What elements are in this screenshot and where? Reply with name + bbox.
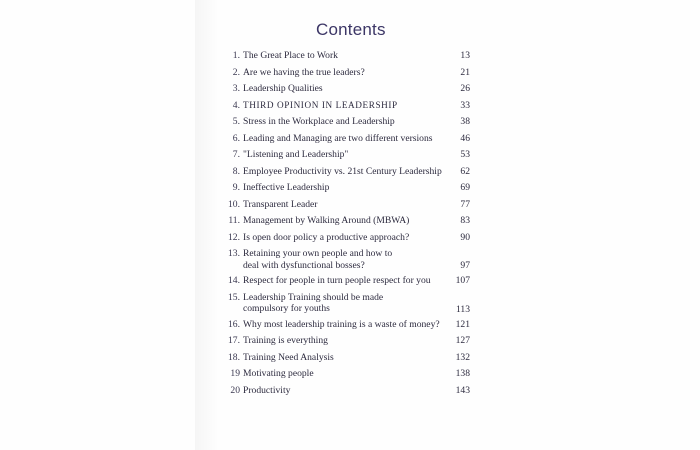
toc-entry — [218, 212, 476, 229]
toc-entry-page: 97 — [460, 260, 470, 271]
toc-entry — [218, 289, 476, 316]
toc-entry-title: Stress in the Workplace and Leadership — [243, 116, 395, 127]
toc-entry — [218, 332, 476, 349]
toc-entry-title: Are we having the true leaders? — [243, 66, 365, 78]
toc-entry — [218, 113, 476, 130]
toc-entry-number: 11. — [228, 215, 240, 226]
toc-entry-page: 77 — [460, 198, 470, 210]
toc-entry — [218, 64, 476, 81]
toc-entry — [218, 163, 476, 180]
toc-entry-number: 13. — [228, 248, 240, 259]
toc-entry-title: Why most leadership training is a waste of money? — [243, 318, 440, 330]
toc-entry — [218, 349, 476, 366]
toc-entry-title: Transparent Leader — [243, 198, 318, 210]
toc-entry — [218, 365, 476, 382]
toc-entry-page: 138 — [455, 368, 470, 379]
toc-entry-page: 13 — [460, 50, 470, 61]
page-fold-shadow — [195, 0, 219, 450]
toc-entry-page: 107 — [455, 275, 470, 286]
toc-entry-page: 33 — [460, 99, 470, 111]
toc-entry-number: 17. — [228, 335, 240, 346]
toc-entry — [218, 146, 476, 163]
toc-entry-number: 15. — [228, 291, 240, 303]
toc-entry-number: 18. — [228, 351, 240, 363]
toc-entry-title: "Listening and Leadership" — [243, 149, 349, 160]
toc-entry-number: 16. — [228, 318, 240, 330]
toc-entry-number: 12. — [228, 231, 240, 243]
toc-entry-number: 10. — [228, 198, 240, 210]
toc-entry — [218, 179, 476, 196]
toc-entry-number: 1. — [232, 50, 240, 61]
toc-entry-title: Ineffective Leadership — [243, 182, 330, 193]
toc-entry-title: Is open door policy a productive approach? — [243, 231, 410, 243]
toc-entry — [218, 196, 476, 213]
toc-entry — [218, 80, 476, 97]
toc-entry-page: 38 — [460, 116, 470, 127]
toc-entry-page: 83 — [460, 215, 470, 226]
toc-entry-title: Training Need Analysis — [243, 351, 334, 363]
toc-entry-title: Leadership Qualities — [243, 83, 323, 94]
toc-entry-title: Employee Productivity vs. 21st Century Leadership — [243, 165, 442, 177]
toc-entry — [218, 47, 476, 64]
toc-entry-page: 90 — [460, 231, 470, 243]
toc-entry-page: 69 — [460, 182, 470, 193]
toc-entry-title: Training is everything — [243, 335, 328, 346]
toc-entry-title: Leadership Training should be made compulsory for youths — [243, 291, 384, 314]
toc-entry-number: 19 — [230, 368, 240, 379]
toc-entry-page: 121 — [455, 318, 470, 330]
toc-entry-page: 46 — [460, 132, 470, 144]
toc-entry-title: Management by Walking Around (MBWA) — [243, 215, 410, 226]
toc-entry-title: Respect for people in turn people respect for you — [243, 275, 431, 286]
toc-entry-title: Motivating people — [243, 368, 314, 379]
toc-entry-page: 21 — [460, 66, 470, 78]
toc-entry-number: 6. — [232, 132, 240, 144]
toc-entry-page: 143 — [455, 384, 470, 396]
toc-entry-title: The Great Place to Work — [243, 50, 338, 61]
toc-entry — [218, 130, 476, 147]
toc-entry-number: 9. — [232, 182, 240, 193]
toc-entry-number: 5. — [232, 116, 240, 127]
toc-entry-title: Leading and Managing are two different versions — [243, 132, 433, 144]
toc-entry-number: 7. — [232, 149, 240, 160]
page-title: Contents — [316, 20, 386, 39]
toc-entry-number: 3. — [232, 83, 240, 94]
toc-entry-number: 14. — [228, 275, 240, 286]
toc-entry-number: 8. — [232, 165, 240, 177]
toc-entry — [218, 229, 476, 246]
toc-entry — [218, 245, 476, 272]
toc-entry-page: 62 — [460, 165, 470, 177]
toc-entry-title: Productivity — [243, 384, 291, 396]
toc-entry — [218, 382, 476, 399]
table-of-contents — [218, 47, 476, 398]
toc-entry-page: 127 — [455, 335, 470, 346]
toc-entry — [218, 316, 476, 333]
toc-entry-title: THIRD OPINION IN LEADERSHIP — [243, 99, 398, 110]
toc-entry-page: 113 — [455, 303, 470, 315]
toc-entry-number: 20 — [230, 384, 240, 396]
toc-entry — [218, 97, 476, 114]
toc-entry-page: 132 — [455, 351, 470, 363]
toc-entry — [218, 272, 476, 289]
toc-entry-title: Retaining your own people and how to deal with dysfunctional bosses? — [243, 248, 393, 271]
toc-entry-number: 2. — [232, 66, 240, 78]
toc-entry-page: 53 — [460, 149, 470, 160]
toc-entry-page: 26 — [460, 83, 470, 94]
toc-entry-number: 4. — [232, 99, 240, 111]
